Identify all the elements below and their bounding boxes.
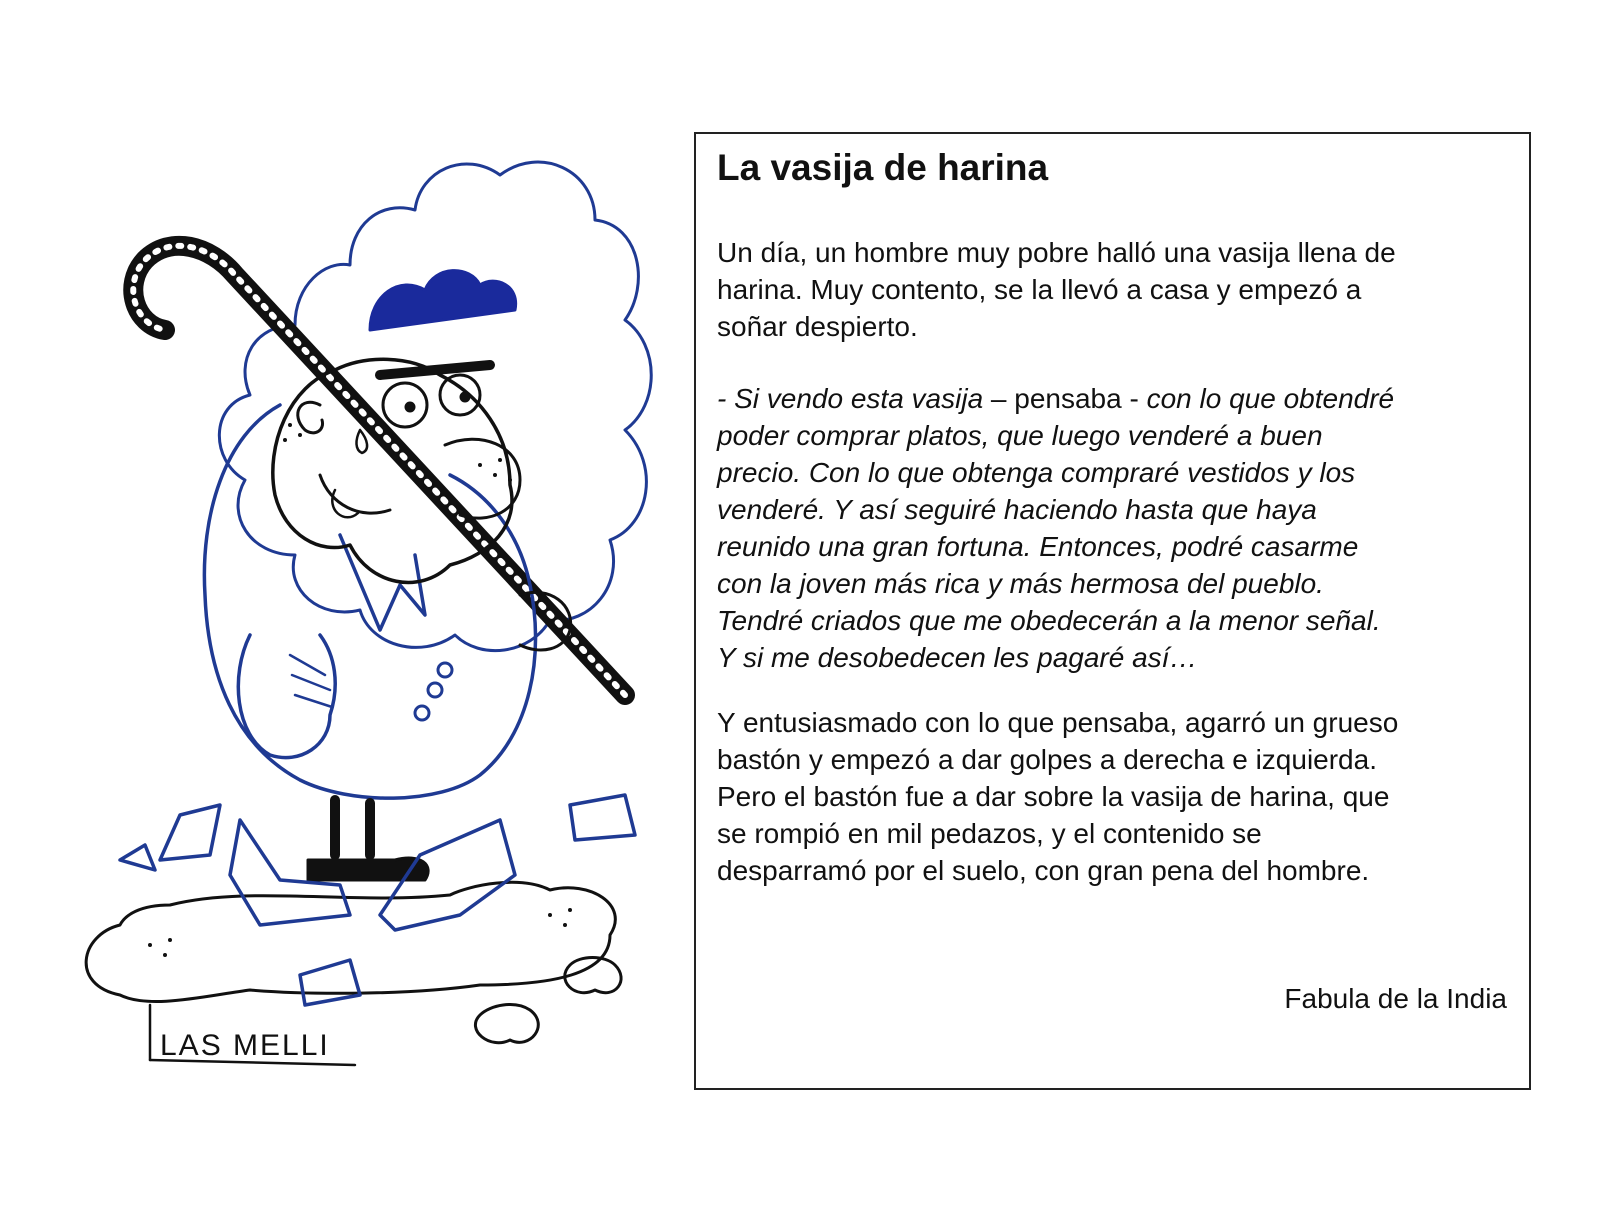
flour-puddle xyxy=(86,882,615,1001)
text-line: precio. Con lo que obtenga compraré vestidos y los xyxy=(717,457,1356,488)
paragraph-dream xyxy=(717,380,1517,676)
text-line xyxy=(717,380,1517,417)
text-line: Y entusiasmado con lo que pensaba, agarró un grueso xyxy=(717,707,1399,738)
text-line: se rompió en mil pedazos, y el contenido se xyxy=(717,818,1262,849)
text-line: Pero el bastón fue a dar sobre la vasija de harina, que xyxy=(717,781,1390,812)
text-line: desparramó por el suelo, con gran pena del hombre. xyxy=(717,855,1370,886)
text-line: reunido una gran fortuna. Entonces, podré casarme xyxy=(717,531,1359,562)
story-box xyxy=(694,132,1531,1090)
text-line: Un día, un hombre muy pobre halló una vasija llena de xyxy=(717,237,1396,268)
text-line: soñar despierto. xyxy=(717,311,918,342)
text-line: poder comprar platos, que luego venderé a buen xyxy=(717,420,1323,451)
dialogue-text: - Si vendo esta vasija xyxy=(717,383,984,414)
text-line: Tendré criados que me obedecerán a la menor señal. xyxy=(717,605,1381,636)
narration-text: – pensaba - xyxy=(983,383,1147,414)
artist-signature: LAS MELLI xyxy=(160,1029,330,1062)
text-line: harina. Muy contento, se la llevó a casa y empezó a xyxy=(717,274,1362,305)
story-title: La vasija de harina xyxy=(717,147,1049,188)
text-line: bastón y empezó a dar golpes a derecha e izquierda. xyxy=(717,744,1377,775)
text-line: venderé. Y así seguiré haciendo hasta que haya xyxy=(717,494,1317,525)
paragraph-ending xyxy=(717,704,1517,889)
hair xyxy=(370,271,516,330)
dialogue-text: con lo que obtendré xyxy=(1146,383,1395,414)
paragraph-intro xyxy=(717,234,1517,345)
source-credit: Fabula de la India xyxy=(1284,983,1507,1014)
text-line: con la joven más rica y más hermosa del pueblo. xyxy=(717,568,1324,599)
cartoon-illustration xyxy=(50,115,680,1085)
text-line: Y si me desobedecen les pagaré así… xyxy=(717,642,1198,673)
